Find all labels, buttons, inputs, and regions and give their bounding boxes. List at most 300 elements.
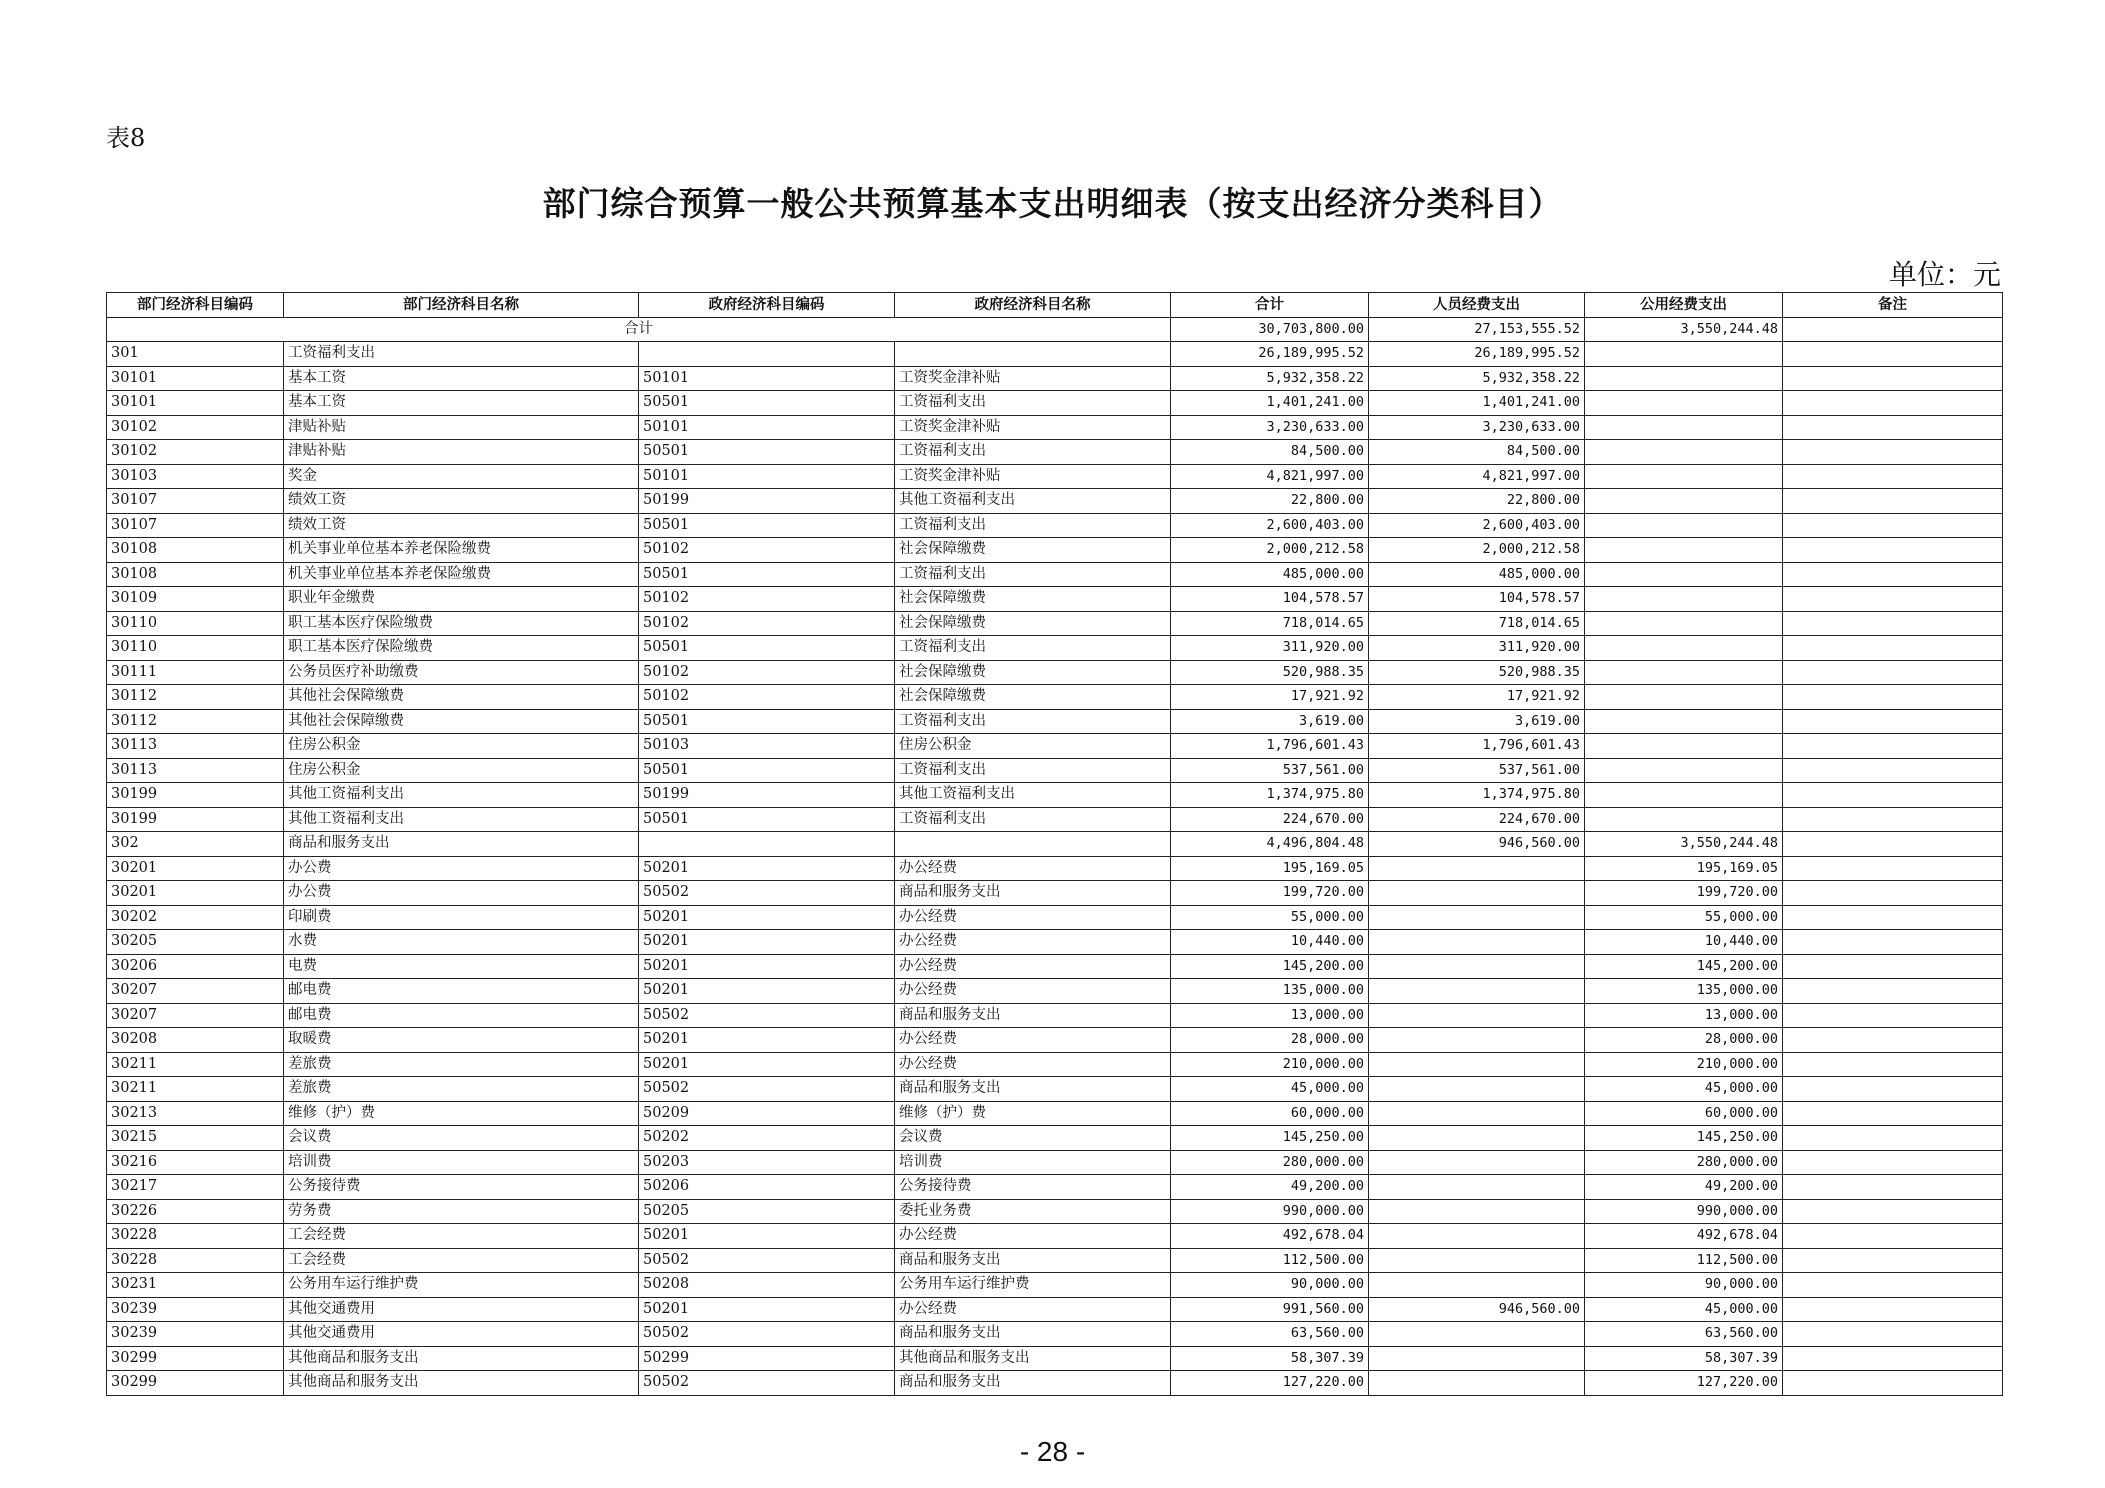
cell-total: 990,000.00 (1171, 1199, 1369, 1224)
cell-gov-code: 50101 (639, 415, 895, 440)
cell-dept-name: 津贴补贴 (284, 440, 639, 465)
cell-gov-name: 办公经费 (895, 954, 1171, 979)
cell-gov-name: 商品和服务支出 (895, 1371, 1171, 1396)
cell-note (1783, 685, 2003, 710)
cell-dept-name: 其他社会保障缴费 (284, 685, 639, 710)
header-dept-name: 部门经济科目名称 (284, 293, 639, 318)
table-row (107, 1077, 2003, 1102)
cell-public: 45,000.00 (1585, 1297, 1783, 1322)
cell-dept-name: 办公费 (284, 856, 639, 881)
cell-note (1783, 954, 2003, 979)
cell-total: 2,000,212.58 (1171, 538, 1369, 563)
cell-public: 90,000.00 (1585, 1273, 1783, 1298)
cell-dept-code: 30217 (107, 1175, 284, 1200)
table-row (107, 391, 2003, 416)
cell-total: 991,560.00 (1171, 1297, 1369, 1322)
cell-personnel (1369, 954, 1585, 979)
cell-dept-name: 电费 (284, 954, 639, 979)
cell-gov-code: 50202 (639, 1126, 895, 1151)
cell-gov-name: 社会保障缴费 (895, 685, 1171, 710)
cell-gov-name: 社会保障缴费 (895, 587, 1171, 612)
cell-total: 492,678.04 (1171, 1224, 1369, 1249)
cell-note (1783, 538, 2003, 563)
cell-total: 49,200.00 (1171, 1175, 1369, 1200)
cell-gov-name: 办公经费 (895, 1052, 1171, 1077)
cell-dept-code: 30108 (107, 538, 284, 563)
cell-personnel (1369, 1150, 1585, 1175)
cell-dept-code: 30228 (107, 1248, 284, 1273)
cell-note (1783, 758, 2003, 783)
table-row (107, 366, 2003, 391)
cell-personnel (1369, 1371, 1585, 1396)
cell-public: 210,000.00 (1585, 1052, 1783, 1077)
cell-gov-code: 50501 (639, 391, 895, 416)
cell-public: 55,000.00 (1585, 905, 1783, 930)
table-row (107, 489, 2003, 514)
cell-dept-code: 30199 (107, 807, 284, 832)
cell-gov-code: 50103 (639, 734, 895, 759)
cell-public (1585, 660, 1783, 685)
cell-note (1783, 611, 2003, 636)
cell-note (1783, 1297, 2003, 1322)
cell-personnel: 311,920.00 (1369, 636, 1585, 661)
table-row (107, 685, 2003, 710)
cell-personnel (1369, 1003, 1585, 1028)
cell-dept-code: 301 (107, 342, 284, 367)
header-gov-name: 政府经济科目名称 (895, 293, 1171, 318)
cell-public (1585, 440, 1783, 465)
cell-public: 28,000.00 (1585, 1028, 1783, 1053)
table-row (107, 758, 2003, 783)
table-row (107, 415, 2003, 440)
cell-dept-code: 30201 (107, 881, 284, 906)
cell-dept-name: 工会经费 (284, 1224, 639, 1249)
cell-note (1783, 440, 2003, 465)
cell-note (1783, 807, 2003, 832)
table-number: 表8 (106, 124, 146, 152)
table-row (107, 1248, 2003, 1273)
cell-gov-name: 培训费 (895, 1150, 1171, 1175)
cell-public: 492,678.04 (1585, 1224, 1783, 1249)
cell-personnel (1369, 930, 1585, 955)
cell-dept-name: 其他交通费用 (284, 1297, 639, 1322)
cell-total: 485,000.00 (1171, 562, 1369, 587)
cell-gov-name: 工资福利支出 (895, 758, 1171, 783)
cell-dept-code: 30207 (107, 979, 284, 1004)
table-row (107, 979, 2003, 1004)
cell-total: 1,401,241.00 (1171, 391, 1369, 416)
cell-dept-name: 工会经费 (284, 1248, 639, 1273)
cell-total: 520,988.35 (1171, 660, 1369, 685)
cell-total: 224,670.00 (1171, 807, 1369, 832)
cell-gov-name: 工资奖金津补贴 (895, 415, 1171, 440)
cell-gov-code: 50201 (639, 1224, 895, 1249)
page-title: 部门综合预算一般公共预算基本支出明细表（按支出经济分类科目） (542, 184, 1563, 223)
cell-personnel: 1,401,241.00 (1369, 391, 1585, 416)
cell-dept-code: 30103 (107, 464, 284, 489)
cell-gov-code: 50201 (639, 1297, 895, 1322)
cell-dept-code: 30109 (107, 587, 284, 612)
cell-gov-name: 办公经费 (895, 979, 1171, 1004)
cell-gov-code: 50201 (639, 905, 895, 930)
cell-personnel: 1,796,601.43 (1369, 734, 1585, 759)
cell-dept-code: 30110 (107, 636, 284, 661)
cell-note (1783, 881, 2003, 906)
cell-public: 199,720.00 (1585, 881, 1783, 906)
cell-gov-name: 委托业务费 (895, 1199, 1171, 1224)
cell-dept-name: 邮电费 (284, 979, 639, 1004)
cell-total: 280,000.00 (1171, 1150, 1369, 1175)
cell-dept-name: 差旅费 (284, 1077, 639, 1102)
cell-personnel: 718,014.65 (1369, 611, 1585, 636)
cell-public (1585, 415, 1783, 440)
cell-dept-code: 30102 (107, 440, 284, 465)
table-row (107, 1297, 2003, 1322)
cell-personnel: 224,670.00 (1369, 807, 1585, 832)
table-row (107, 1346, 2003, 1371)
cell-public: 10,440.00 (1585, 930, 1783, 955)
cell-personnel: 485,000.00 (1369, 562, 1585, 587)
table-row (107, 587, 2003, 612)
cell-gov-code: 50201 (639, 1052, 895, 1077)
cell-total: 3,619.00 (1171, 709, 1369, 734)
header-row (107, 293, 2003, 318)
cell-gov-code: 50101 (639, 464, 895, 489)
cell-dept-name: 会议费 (284, 1126, 639, 1151)
cell-gov-name: 其他工资福利支出 (895, 489, 1171, 514)
cell-personnel (1369, 1346, 1585, 1371)
table-row (107, 660, 2003, 685)
cell-public (1585, 562, 1783, 587)
cell-public (1585, 709, 1783, 734)
cell-public (1585, 758, 1783, 783)
cell-gov-name (895, 342, 1171, 367)
cell-total: 55,000.00 (1171, 905, 1369, 930)
cell-personnel: 520,988.35 (1369, 660, 1585, 685)
cell-personnel: 26,189,995.52 (1369, 342, 1585, 367)
cell-note (1783, 734, 2003, 759)
group-row (107, 342, 2003, 367)
cell-dept-code: 30207 (107, 1003, 284, 1028)
cell-gov-code: 50101 (639, 366, 895, 391)
cell-public: 112,500.00 (1585, 1248, 1783, 1273)
cell-personnel (1369, 1273, 1585, 1298)
cell-dept-name: 公务接待费 (284, 1175, 639, 1200)
cell-gov-name (895, 832, 1171, 857)
cell-total: 104,578.57 (1171, 587, 1369, 612)
cell-dept-code: 30202 (107, 905, 284, 930)
cell-personnel (1369, 905, 1585, 930)
cell-gov-code: 50501 (639, 709, 895, 734)
cell-dept-code: 30215 (107, 1126, 284, 1151)
cell-dept-name: 机关事业单位基本养老保险缴费 (284, 562, 639, 587)
cell-gov-code: 50501 (639, 513, 895, 538)
total-amount: 30,703,800.00 (1171, 317, 1369, 342)
cell-dept-name: 津贴补贴 (284, 415, 639, 440)
cell-gov-name: 办公经费 (895, 856, 1171, 881)
cell-gov-name: 会议费 (895, 1126, 1171, 1151)
cell-personnel (1369, 1077, 1585, 1102)
cell-note (1783, 1101, 2003, 1126)
cell-dept-code: 302 (107, 832, 284, 857)
total-note (1783, 317, 2003, 342)
cell-note (1783, 1077, 2003, 1102)
cell-note (1783, 391, 2003, 416)
cell-dept-name: 其他工资福利支出 (284, 783, 639, 808)
cell-gov-name: 社会保障缴费 (895, 660, 1171, 685)
table-row (107, 1028, 2003, 1053)
cell-gov-name: 工资福利支出 (895, 513, 1171, 538)
cell-dept-code: 30216 (107, 1150, 284, 1175)
cell-gov-code (639, 832, 895, 857)
table-row (107, 783, 2003, 808)
cell-gov-name: 商品和服务支出 (895, 1003, 1171, 1028)
cell-personnel: 17,921.92 (1369, 685, 1585, 710)
cell-note (1783, 1175, 2003, 1200)
cell-total: 13,000.00 (1171, 1003, 1369, 1028)
table-row (107, 513, 2003, 538)
cell-dept-code: 30299 (107, 1371, 284, 1396)
table-row (107, 954, 2003, 979)
cell-dept-code: 30213 (107, 1101, 284, 1126)
cell-gov-name: 商品和服务支出 (895, 1322, 1171, 1347)
cell-dept-name: 基本工资 (284, 391, 639, 416)
table-body (107, 317, 2003, 1395)
cell-gov-code: 50501 (639, 562, 895, 587)
cell-dept-code: 30239 (107, 1297, 284, 1322)
table-row (107, 1126, 2003, 1151)
cell-public (1585, 783, 1783, 808)
table-row (107, 1052, 2003, 1077)
cell-total: 10,440.00 (1171, 930, 1369, 955)
table-row (107, 1199, 2003, 1224)
cell-dept-code: 30113 (107, 758, 284, 783)
cell-public: 45,000.00 (1585, 1077, 1783, 1102)
cell-total: 17,921.92 (1171, 685, 1369, 710)
cell-personnel (1369, 881, 1585, 906)
table-row (107, 636, 2003, 661)
cell-gov-code: 50208 (639, 1273, 895, 1298)
cell-personnel: 946,560.00 (1369, 1297, 1585, 1322)
cell-gov-name: 公务接待费 (895, 1175, 1171, 1200)
cell-total: 1,796,601.43 (1171, 734, 1369, 759)
cell-gov-name: 工资奖金津补贴 (895, 366, 1171, 391)
table-row (107, 538, 2003, 563)
table-row (107, 1101, 2003, 1126)
cell-personnel: 3,230,633.00 (1369, 415, 1585, 440)
cell-note (1783, 1273, 2003, 1298)
total-personnel: 27,153,555.52 (1369, 317, 1585, 342)
cell-gov-code: 50206 (639, 1175, 895, 1200)
cell-dept-code: 30199 (107, 783, 284, 808)
cell-personnel (1369, 1224, 1585, 1249)
cell-gov-name: 社会保障缴费 (895, 611, 1171, 636)
cell-total: 4,496,804.48 (1171, 832, 1369, 857)
cell-dept-code: 30108 (107, 562, 284, 587)
cell-dept-code: 30112 (107, 685, 284, 710)
table-row (107, 856, 2003, 881)
cell-note (1783, 832, 2003, 857)
table-row (107, 562, 2003, 587)
cell-dept-name: 印刷费 (284, 905, 639, 930)
cell-dept-code: 30107 (107, 513, 284, 538)
cell-public: 49,200.00 (1585, 1175, 1783, 1200)
cell-total: 28,000.00 (1171, 1028, 1369, 1053)
cell-gov-code: 50501 (639, 636, 895, 661)
cell-total: 5,932,358.22 (1171, 366, 1369, 391)
cell-dept-code: 30206 (107, 954, 284, 979)
cell-gov-name: 工资福利支出 (895, 562, 1171, 587)
table-row (107, 464, 2003, 489)
table-row (107, 881, 2003, 906)
cell-personnel (1369, 1175, 1585, 1200)
cell-dept-name: 住房公积金 (284, 758, 639, 783)
cell-dept-name: 其他社会保障缴费 (284, 709, 639, 734)
cell-gov-name: 工资福利支出 (895, 636, 1171, 661)
table-row (107, 807, 2003, 832)
cell-gov-code: 50199 (639, 783, 895, 808)
cell-dept-name: 奖金 (284, 464, 639, 489)
cell-total: 145,250.00 (1171, 1126, 1369, 1151)
cell-note (1783, 1199, 2003, 1224)
cell-dept-code: 30211 (107, 1052, 284, 1077)
cell-total: 22,800.00 (1171, 489, 1369, 514)
cell-gov-code: 50201 (639, 930, 895, 955)
cell-gov-name: 办公经费 (895, 905, 1171, 930)
unit-label: 单位：元 (1888, 258, 2001, 291)
cell-gov-code: 50102 (639, 685, 895, 710)
cell-gov-name: 工资福利支出 (895, 709, 1171, 734)
cell-personnel: 5,932,358.22 (1369, 366, 1585, 391)
cell-personnel (1369, 1199, 1585, 1224)
cell-dept-code: 30110 (107, 611, 284, 636)
cell-public (1585, 587, 1783, 612)
cell-public (1585, 685, 1783, 710)
cell-personnel (1369, 1052, 1585, 1077)
cell-gov-name: 工资福利支出 (895, 391, 1171, 416)
cell-gov-code: 50502 (639, 881, 895, 906)
cell-public: 13,000.00 (1585, 1003, 1783, 1028)
cell-gov-code: 50299 (639, 1346, 895, 1371)
cell-public (1585, 342, 1783, 367)
cell-gov-name: 办公经费 (895, 930, 1171, 955)
cell-personnel (1369, 1322, 1585, 1347)
total-label: 合计 (107, 317, 1171, 342)
header-gov-code: 政府经济科目编码 (639, 293, 895, 318)
cell-gov-code: 50201 (639, 856, 895, 881)
cell-gov-name: 办公经费 (895, 1028, 1171, 1053)
cell-personnel: 104,578.57 (1369, 587, 1585, 612)
cell-total: 4,821,997.00 (1171, 464, 1369, 489)
cell-note (1783, 366, 2003, 391)
cell-personnel (1369, 1101, 1585, 1126)
cell-public: 135,000.00 (1585, 979, 1783, 1004)
cell-gov-code (639, 342, 895, 367)
cell-note (1783, 783, 2003, 808)
table-row (107, 734, 2003, 759)
cell-note (1783, 1346, 2003, 1371)
cell-dept-name: 培训费 (284, 1150, 639, 1175)
table-row (107, 930, 2003, 955)
cell-total: 45,000.00 (1171, 1077, 1369, 1102)
cell-dept-name: 职工基本医疗保险缴费 (284, 636, 639, 661)
cell-dept-name: 取暖费 (284, 1028, 639, 1053)
cell-total: 127,220.00 (1171, 1371, 1369, 1396)
cell-gov-name: 工资福利支出 (895, 807, 1171, 832)
cell-note (1783, 660, 2003, 685)
cell-dept-name: 其他商品和服务支出 (284, 1346, 639, 1371)
cell-gov-name: 公务用车运行维护费 (895, 1273, 1171, 1298)
cell-total: 1,374,975.80 (1171, 783, 1369, 808)
cell-dept-name: 其他商品和服务支出 (284, 1371, 639, 1396)
cell-dept-code: 30231 (107, 1273, 284, 1298)
cell-public (1585, 391, 1783, 416)
cell-public (1585, 464, 1783, 489)
cell-personnel (1369, 1028, 1585, 1053)
table-row (107, 1371, 2003, 1396)
cell-gov-code: 50102 (639, 660, 895, 685)
cell-public (1585, 611, 1783, 636)
cell-dept-code: 30205 (107, 930, 284, 955)
cell-public (1585, 807, 1783, 832)
cell-gov-code: 50502 (639, 1077, 895, 1102)
cell-personnel (1369, 856, 1585, 881)
table-row (107, 1003, 2003, 1028)
cell-dept-name: 其他工资福利支出 (284, 807, 639, 832)
cell-total: 63,560.00 (1171, 1322, 1369, 1347)
cell-note (1783, 342, 2003, 367)
cell-public: 60,000.00 (1585, 1101, 1783, 1126)
cell-personnel: 4,821,997.00 (1369, 464, 1585, 489)
cell-personnel: 2,600,403.00 (1369, 513, 1585, 538)
header-public: 公用经费支出 (1585, 293, 1783, 318)
cell-public (1585, 366, 1783, 391)
cell-total: 145,200.00 (1171, 954, 1369, 979)
cell-gov-name: 其他工资福利支出 (895, 783, 1171, 808)
table-row (107, 440, 2003, 465)
cell-dept-name: 基本工资 (284, 366, 639, 391)
cell-gov-code: 50102 (639, 611, 895, 636)
cell-gov-name: 社会保障缴费 (895, 538, 1171, 563)
cell-total: 135,000.00 (1171, 979, 1369, 1004)
cell-total: 210,000.00 (1171, 1052, 1369, 1077)
cell-dept-name: 职工基本医疗保险缴费 (284, 611, 639, 636)
cell-gov-code: 50502 (639, 1003, 895, 1028)
cell-note (1783, 856, 2003, 881)
header-dept-code: 部门经济科目编码 (107, 293, 284, 318)
cell-note (1783, 1248, 2003, 1273)
cell-dept-code: 30299 (107, 1346, 284, 1371)
cell-gov-name: 住房公积金 (895, 734, 1171, 759)
cell-dept-code: 30111 (107, 660, 284, 685)
cell-dept-code: 30226 (107, 1199, 284, 1224)
cell-gov-code: 50203 (639, 1150, 895, 1175)
cell-dept-name: 办公费 (284, 881, 639, 906)
cell-dept-name: 差旅费 (284, 1052, 639, 1077)
cell-note (1783, 562, 2003, 587)
cell-gov-code: 50501 (639, 807, 895, 832)
cell-public: 990,000.00 (1585, 1199, 1783, 1224)
header-total: 合计 (1171, 293, 1369, 318)
table-row (107, 1224, 2003, 1249)
cell-total: 195,169.05 (1171, 856, 1369, 881)
cell-personnel (1369, 1126, 1585, 1151)
cell-gov-code: 50102 (639, 538, 895, 563)
cell-note (1783, 1371, 2003, 1396)
table-row (107, 905, 2003, 930)
cell-public: 145,250.00 (1585, 1126, 1783, 1151)
cell-gov-code: 50501 (639, 758, 895, 783)
